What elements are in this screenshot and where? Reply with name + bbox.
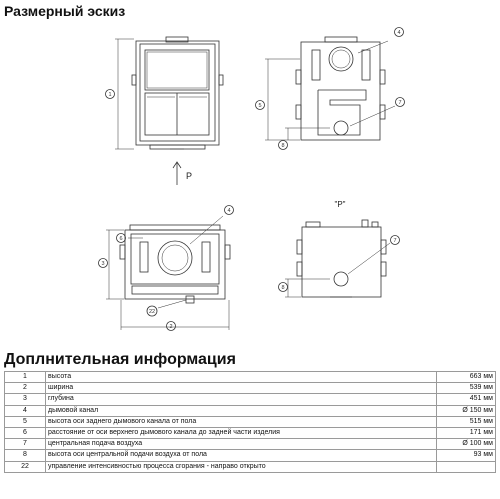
row-number: 6 [5, 427, 46, 438]
row-number: 1 [5, 372, 46, 383]
table-row [5, 461, 496, 472]
callout-7b: 7 [393, 238, 397, 244]
row-number: 22 [5, 461, 46, 472]
callout-circles [99, 28, 405, 331]
table-row [5, 394, 496, 405]
row-value [437, 461, 496, 472]
table-row [5, 405, 496, 416]
callout-labels [101, 30, 401, 330]
view-p-label: "P" [334, 200, 346, 209]
callout-1: 1 [108, 92, 112, 98]
row-description: расстояние от оси верхнего дымового канала до задней части изделия [46, 427, 437, 438]
table-row [5, 439, 496, 450]
info-title: Доплнительная информация [4, 351, 236, 368]
callout-5: 5 [258, 103, 262, 109]
view-arrow [173, 162, 181, 185]
callout-6: 6 [119, 236, 123, 242]
row-description: высота [46, 372, 437, 383]
table-row [5, 450, 496, 461]
sketch-title: Размерный эскиз [4, 3, 126, 19]
top-view [106, 216, 230, 330]
callout-7: 7 [398, 100, 402, 106]
row-value: 515 мм [437, 416, 496, 427]
row-number: 2 [5, 383, 46, 394]
specs-table [4, 371, 496, 473]
arrow-p-label: P [186, 171, 193, 181]
callout-22: 22 [148, 309, 156, 315]
row-value: Ø 150 мм [437, 405, 496, 416]
view-p [285, 220, 390, 297]
row-description: глубина [46, 394, 437, 405]
row-value: 451 мм [437, 394, 496, 405]
dimension-drawing [0, 20, 500, 350]
front-view [115, 37, 223, 149]
table-row [5, 372, 496, 383]
row-number: 8 [5, 450, 46, 461]
row-description: центральная подача воздуха [46, 439, 437, 450]
row-value: 93 мм [437, 450, 496, 461]
callout-4: 4 [397, 30, 401, 36]
callout-2: 2 [169, 324, 173, 330]
row-value: 663 мм [437, 372, 496, 383]
row-description: ширина [46, 383, 437, 394]
row-number: 7 [5, 439, 46, 450]
row-description: высота оси центральной подачи воздуха от пола [46, 450, 437, 461]
row-value: 171 мм [437, 427, 496, 438]
row-description: дымовой канал [46, 405, 437, 416]
callout-4b: 4 [227, 208, 231, 214]
row-description: высота оси заднего дымового канала от пола [46, 416, 437, 427]
table-row [5, 427, 496, 438]
callout-3: 3 [101, 261, 105, 267]
row-value: Ø 100 мм [437, 439, 496, 450]
callout-8b: 8 [281, 285, 285, 291]
row-number: 3 [5, 394, 46, 405]
row-number: 4 [5, 405, 46, 416]
rear-view [265, 37, 395, 140]
table-row [5, 416, 496, 427]
row-number: 5 [5, 416, 46, 427]
row-value: 539 мм [437, 383, 496, 394]
row-description: управление интенсивностью процесса сгорания - направо открыто [46, 461, 437, 472]
table-row [5, 383, 496, 394]
callout-8: 8 [281, 143, 285, 149]
